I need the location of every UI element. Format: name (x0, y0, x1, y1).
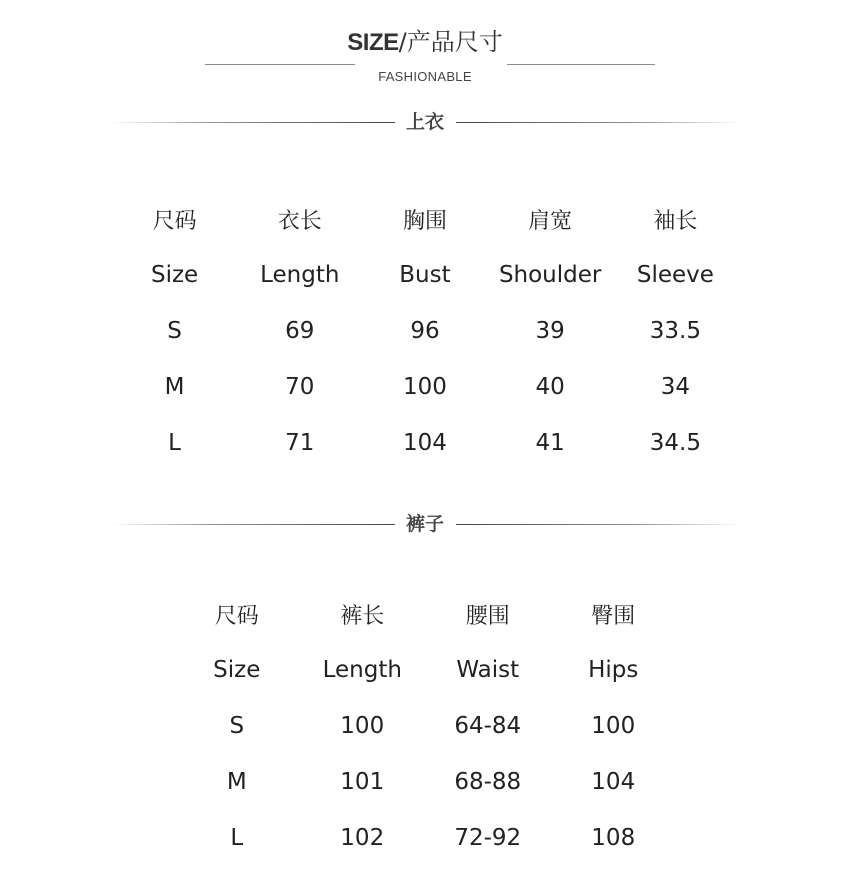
section-title-top: 上衣 (405, 111, 444, 133)
column-header-zh: 肩宽 (528, 208, 573, 234)
table-cell: M (164, 374, 185, 400)
divider-rule-right (456, 122, 741, 123)
table-cell: M (226, 769, 247, 795)
table-row (174, 698, 676, 754)
page-title-en: SIZE (347, 29, 399, 56)
table-cell: 96 (410, 318, 440, 344)
table-cell: 33.5 (649, 318, 701, 344)
column-header-zh: 尺码 (214, 603, 259, 629)
table-cell: 34 (660, 374, 691, 400)
table-cell: 108 (591, 825, 636, 851)
table-cell: 34.5 (649, 430, 701, 456)
column-header-en: Shoulder (498, 262, 602, 288)
column-header-zh: 衣长 (277, 208, 322, 234)
table-cell: 101 (340, 769, 385, 795)
table-cell: S (229, 713, 245, 739)
column-header-zh: 尺码 (152, 208, 197, 234)
column-header-zh: 腰围 (465, 603, 510, 629)
table-cell: L (230, 825, 244, 851)
table-row (112, 359, 738, 415)
page-title-zh: /产品尺寸 (398, 28, 503, 56)
table-cell: 71 (285, 430, 315, 456)
table-cell: 100 (340, 713, 385, 739)
table-cell: 104 (591, 769, 636, 795)
table-header-row-zh (112, 191, 738, 247)
top-size-table (112, 191, 738, 471)
table-cell: 69 (285, 318, 315, 344)
section-divider-top (0, 108, 850, 138)
column-header-en: Size (213, 657, 261, 683)
table-header-row-en (174, 642, 676, 698)
page-title (0, 26, 850, 59)
header-divider-right (507, 64, 655, 65)
table-cell: 64-84 (454, 713, 522, 739)
table-cell: 104 (403, 430, 447, 456)
table-cell: 68-88 (454, 769, 522, 795)
table-cell: 40 (535, 374, 565, 400)
column-header-en: Size (150, 262, 199, 288)
column-header-en: Hips (588, 657, 639, 683)
column-header-en: Waist (456, 657, 520, 683)
column-header-zh: 臀围 (591, 603, 636, 629)
table-cell: 70 (285, 374, 315, 400)
column-header-zh: 裤长 (340, 603, 385, 629)
column-header-en: Bust (399, 262, 451, 288)
column-header-zh: 胸围 (402, 208, 447, 234)
table-cell: 41 (535, 430, 565, 456)
page-subtitle: FASHIONABLE (378, 69, 472, 84)
column-header-en: Length (322, 657, 402, 683)
table-row (112, 303, 738, 359)
table-cell: L (168, 430, 181, 456)
table-header-row-en (112, 247, 738, 303)
column-header-en: Sleeve (636, 262, 714, 288)
section-title-bottom: 裤子 (405, 513, 444, 535)
table-cell: S (167, 318, 182, 344)
section-divider-bottom (0, 510, 850, 540)
column-header-zh: 袖长 (653, 208, 698, 234)
table-cell: 102 (340, 825, 385, 851)
table-row (174, 754, 676, 810)
divider-rule-right (456, 524, 741, 525)
table-cell: 100 (591, 713, 636, 739)
table-cell: 100 (403, 374, 447, 400)
table-cell: 39 (535, 318, 565, 344)
table-header-row-zh (174, 586, 676, 642)
header-divider-left (205, 64, 355, 65)
bottom-size-table (174, 586, 676, 866)
table-row (174, 810, 676, 866)
table-row (112, 415, 738, 471)
column-header-en: Length (260, 262, 340, 288)
table-cell: 72-92 (454, 825, 522, 851)
